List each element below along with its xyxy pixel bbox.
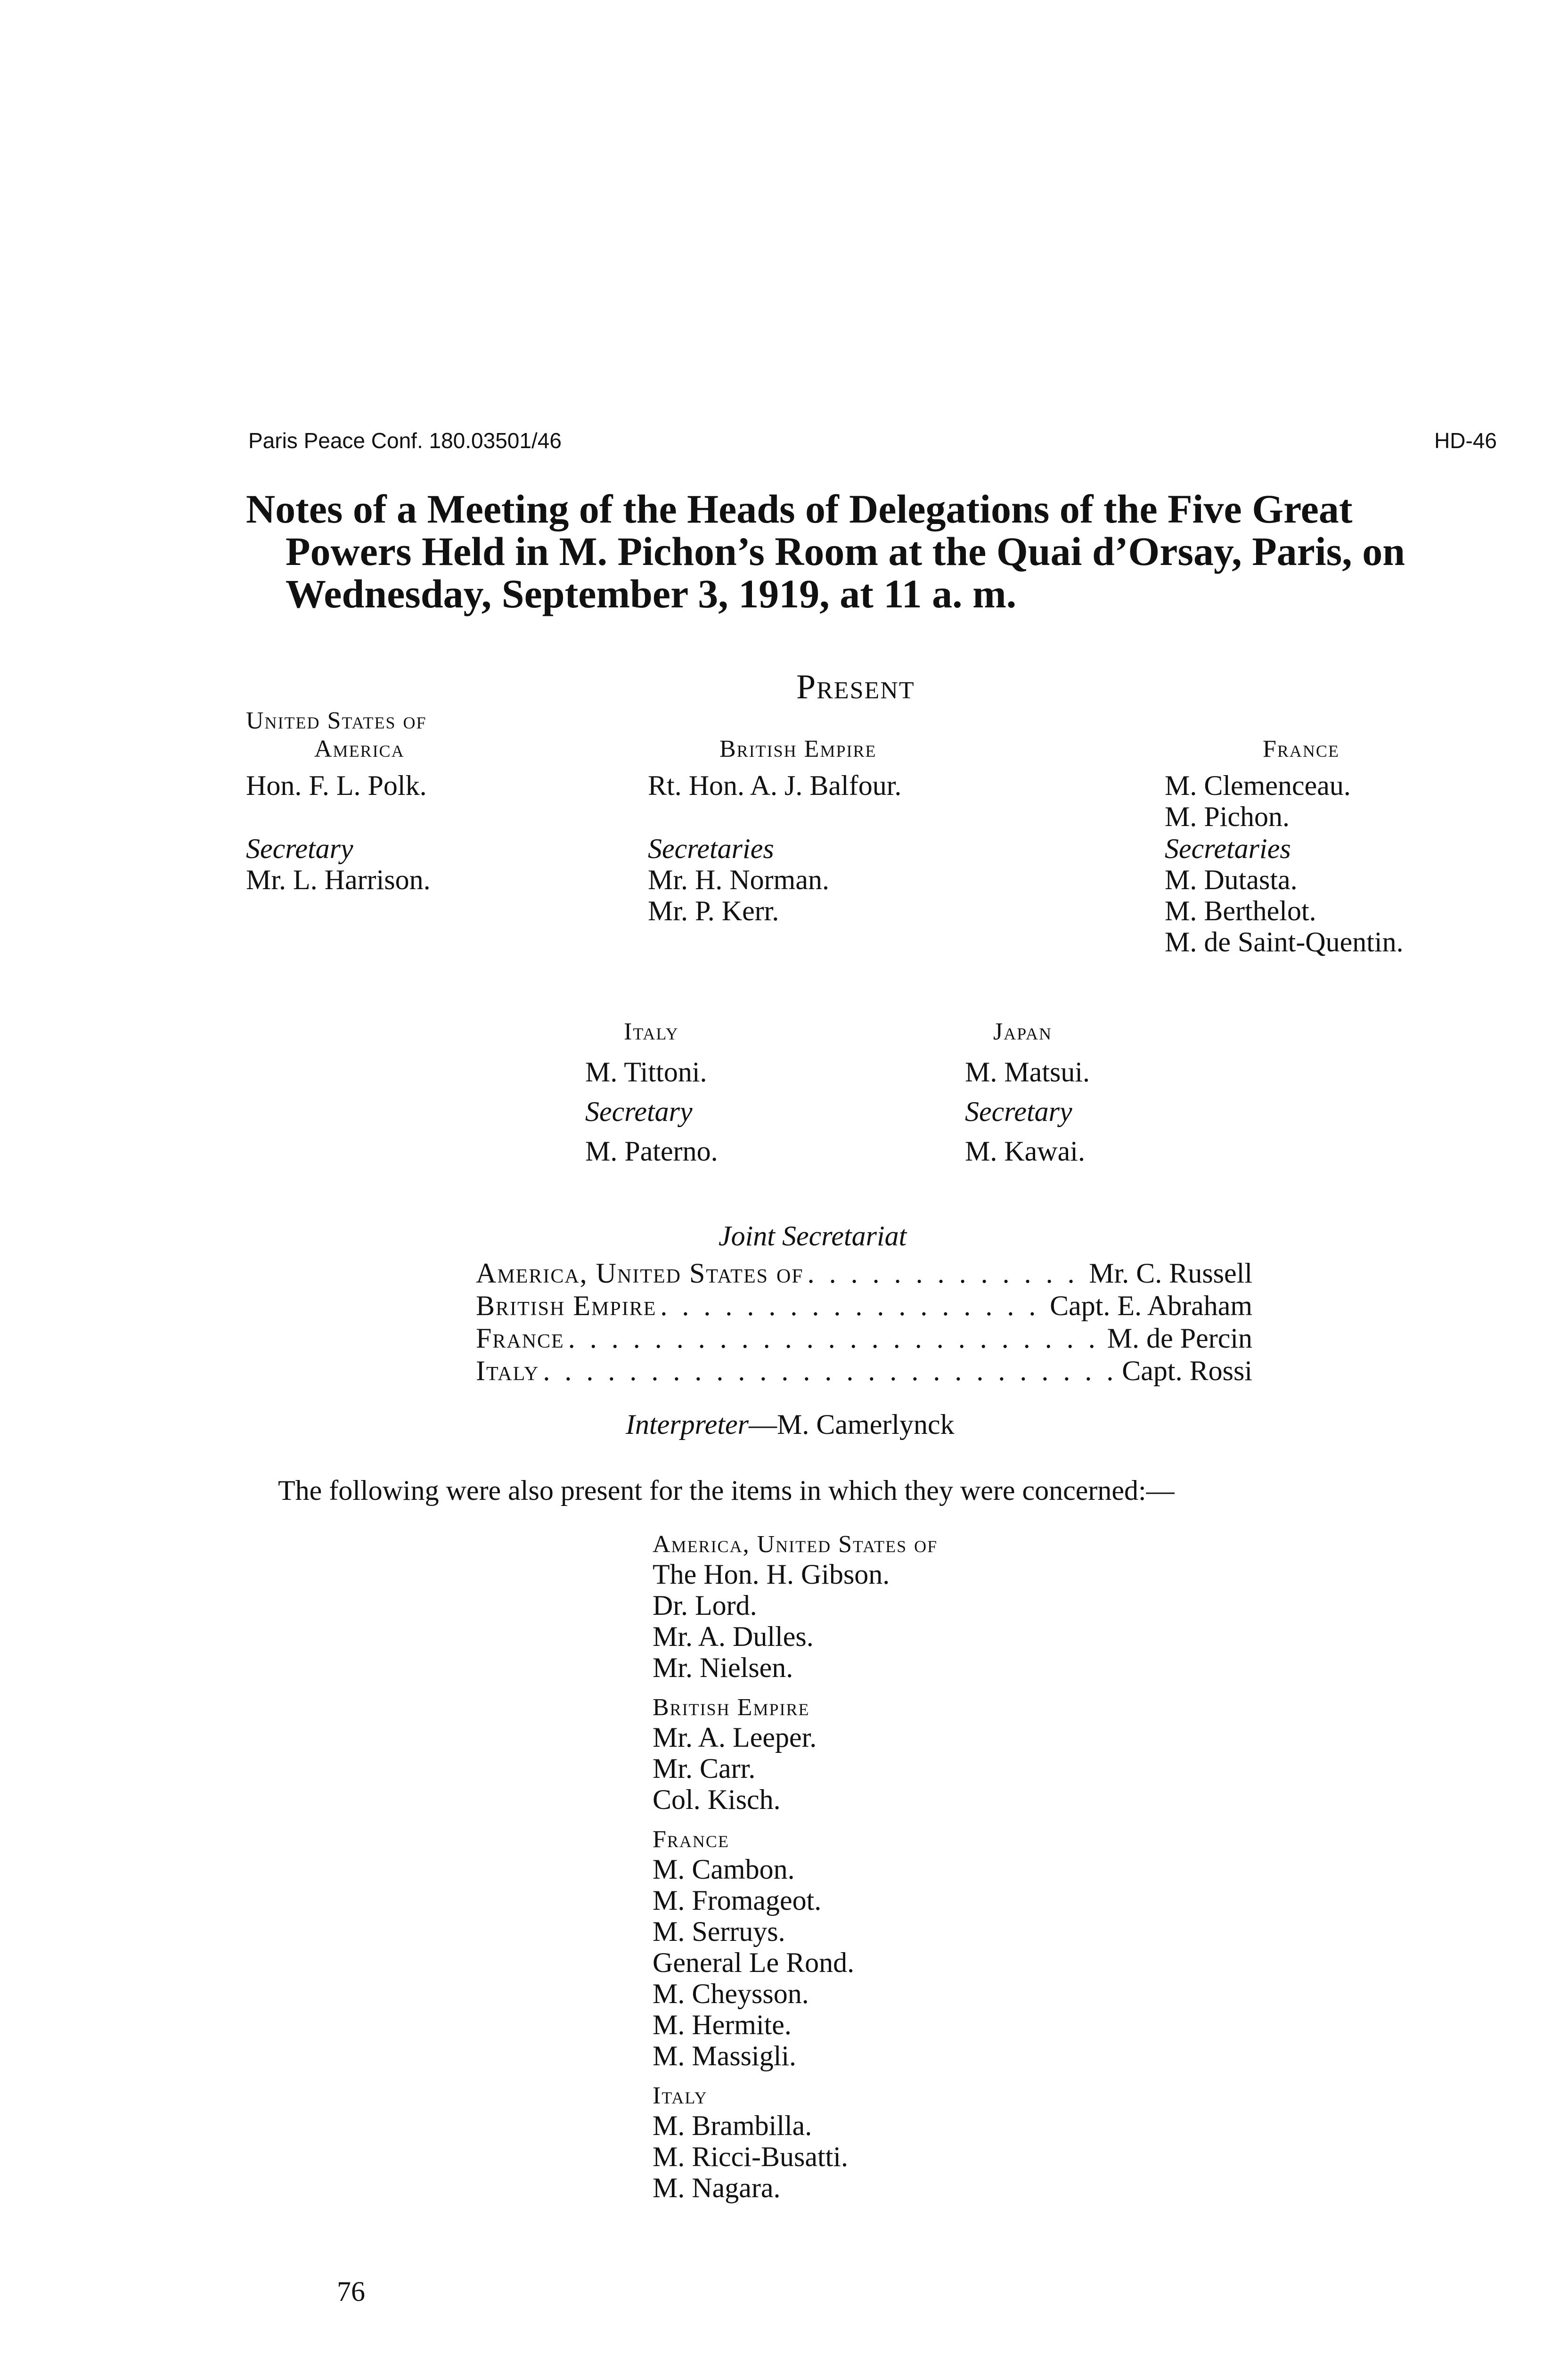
secretariat-country: Italy: [476, 1355, 539, 1386]
attendee-name: Mr. A. Dulles.: [653, 1621, 814, 1652]
secretariat-row: [476, 1355, 1252, 1387]
group-heading: Italy: [653, 2082, 708, 2109]
secretariat-country: France: [476, 1323, 564, 1354]
delegation-heading: United States of America: [246, 707, 427, 762]
delegation-france: [1165, 735, 1518, 957]
attendee-name: M. Nagara.: [653, 2172, 781, 2203]
group-heading: France: [653, 1826, 729, 1853]
delegation-japan: [965, 1018, 1248, 1167]
secretariat-row: [476, 1290, 1252, 1322]
title-line: Wednesday, September 3, 1919, at 11 a. m.: [286, 571, 1017, 616]
secretary-label: Secretary: [585, 1096, 693, 1127]
document-code: HD-46: [1434, 428, 1497, 453]
delegation-british-empire: [648, 735, 1072, 926]
secretary-name: M. Paterno.: [585, 1136, 718, 1167]
delegate-name: M. Matsui.: [965, 1056, 1090, 1088]
leader-dots: [564, 1322, 1107, 1355]
secretary-name: M. Dutasta.: [1165, 864, 1298, 895]
leader-dots: [539, 1355, 1122, 1387]
attendee-name: Mr. A. Leeper.: [653, 1722, 817, 1753]
delegation-heading: Japan: [993, 1018, 1052, 1045]
delegation-italy: [585, 1018, 868, 1167]
attendee-name: Dr. Lord.: [653, 1590, 757, 1621]
delegation-heading: Italy: [624, 1018, 679, 1045]
secretary-label: Secretary: [965, 1096, 1072, 1127]
interpreter-line: [626, 1409, 955, 1440]
interpreter-label: Interpreter: [626, 1409, 749, 1440]
leader-dots: [656, 1290, 1050, 1322]
joint-secretariat-list: [476, 1257, 1252, 1387]
secretariat-name: Mr. C. Russell: [1089, 1258, 1252, 1289]
attendee-name: M. Ricci-Busatti.: [653, 2141, 848, 2172]
also-present-group: [653, 1693, 1218, 1815]
attendee-name: M. Fromageot.: [653, 1885, 822, 1916]
delegate-name: M. Tittoni.: [585, 1056, 707, 1088]
secretariat-name: M. de Percin: [1107, 1323, 1252, 1354]
also-present-intro: The following were also present for the items in which they were concerned:—: [278, 1475, 1175, 1506]
delegation-heading: British Empire: [719, 736, 877, 762]
secretariat-row: [476, 1257, 1252, 1290]
file-reference: Paris Peace Conf. 180.03501/46: [248, 428, 562, 453]
attendee-name: M. Serruys.: [653, 1916, 785, 1947]
also-present-list: [653, 1530, 1218, 2214]
title-line: Notes of a Meeting of the Heads of Delegations of the Five Great: [246, 486, 1353, 532]
attendee-name: Mr. Nielsen.: [653, 1652, 793, 1683]
delegation-heading: France: [1263, 736, 1339, 762]
secretary-name: M. Berthelot.: [1165, 895, 1316, 926]
secretariat-row: [476, 1322, 1252, 1355]
interpreter-name: —M. Camerlynck: [749, 1409, 955, 1440]
also-present-group: [653, 1530, 1218, 1683]
attendee-name: M. Brambilla.: [653, 2110, 812, 2141]
secretary-name: M. Kawai.: [965, 1136, 1085, 1167]
secretariat-name: Capt. E. Abraham: [1050, 1290, 1252, 1321]
also-present-group: [653, 1825, 1218, 2071]
secretariat-name: Capt. Rossi: [1122, 1355, 1252, 1386]
joint-secretariat-heading: Joint Secretariat: [719, 1220, 907, 1252]
secretariat-country: America, United States of: [476, 1258, 804, 1289]
attendee-name: Mr. Carr.: [653, 1753, 756, 1784]
attendee-name: M. Massigli.: [653, 2040, 797, 2071]
attendee-name: M. Cambon.: [653, 1854, 795, 1885]
attendee-name: The Hon. H. Gibson.: [653, 1559, 890, 1590]
page-number: 76: [337, 2276, 365, 2307]
secretaries-label: Secretaries: [1165, 833, 1291, 864]
also-present-group: [653, 2082, 1218, 2203]
delegation-usa: [246, 707, 538, 895]
secretariat-country: British Empire: [476, 1290, 657, 1321]
secretary-name: M. de Saint-Quentin.: [1165, 926, 1404, 957]
delegate-name: Hon. F. L. Polk.: [246, 770, 427, 801]
attendee-name: Col. Kisch.: [653, 1784, 781, 1815]
delegate-name: M. Pichon.: [1165, 801, 1290, 832]
secretary-name: Mr. P. Kerr.: [648, 895, 779, 926]
attendee-name: General Le Rond.: [653, 1947, 855, 1978]
page-title: [246, 488, 1518, 615]
attendee-name: M. Hermite.: [653, 2009, 792, 2040]
delegate-name: Rt. Hon. A. J. Balfour.: [648, 770, 902, 801]
running-header: [248, 426, 1497, 455]
secretary-name: Mr. L. Harrison.: [246, 864, 431, 895]
present-heading: Present: [796, 668, 915, 706]
delegate-name: M. Clemenceau.: [1165, 770, 1351, 801]
secretaries-label: Secretaries: [648, 833, 774, 864]
leader-dots: [804, 1257, 1089, 1290]
secretary-label: Secretary: [246, 833, 353, 864]
group-heading: British Empire: [653, 1694, 810, 1721]
title-line: Powers Held in M. Pichon’s Room at the Quai d’Orsay, Paris, on: [286, 529, 1405, 574]
attendee-name: M. Cheysson.: [653, 1978, 809, 2009]
secretary-name: Mr. H. Norman.: [648, 864, 829, 895]
group-heading: America, United States of: [653, 1531, 938, 1558]
